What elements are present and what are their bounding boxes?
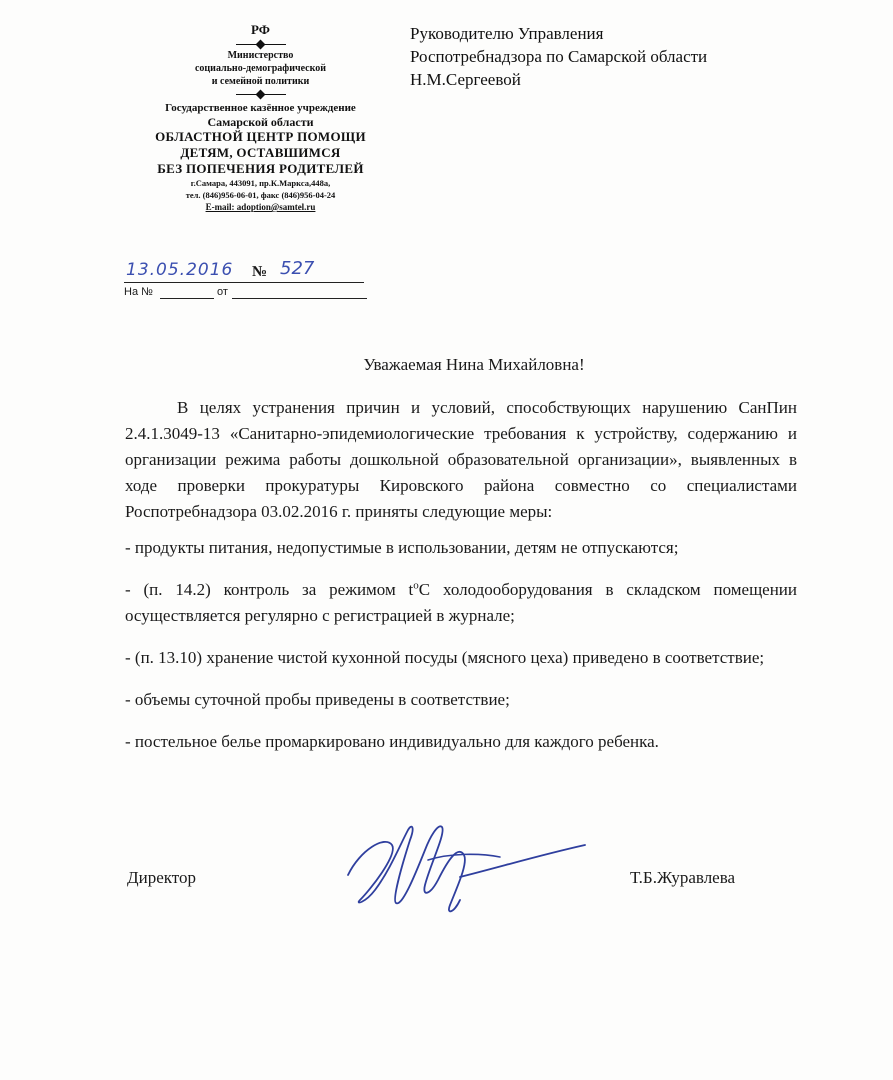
letterhead-center-line3: БЕЗ ПОПЕЧЕНИЯ РОДИТЕЛЕЙ — [157, 161, 364, 176]
addressee-line2: Роспотребнадзора по Самарской области — [410, 47, 708, 66]
degree-superscript: o — [413, 579, 419, 592]
registration-block — [124, 258, 374, 302]
reply-number-line — [160, 298, 214, 299]
letterhead-ministry-line1: Министерство — [227, 50, 294, 61]
addressee-line1: Руководителю Управления — [410, 24, 604, 43]
letterhead-ministry-line2: социально-демографической — [194, 63, 327, 74]
signatory-name: Т.Б.Журавлева — [630, 868, 736, 887]
letter-body — [125, 395, 797, 765]
letterhead — [118, 22, 403, 213]
measure-item-2-end: С холодооборудования в складском помещении осуществляется регулярно с регистрацией в журнале; — [125, 580, 797, 625]
registration-underline — [124, 282, 364, 283]
signatory-role: Директор — [127, 868, 196, 887]
letterhead-address: г.Самара, 443091, пр.К.Маркса,448а, — [190, 178, 331, 188]
letterhead-phones: тел. (846)956-06-01, факс (846)956-04-24 — [185, 190, 336, 200]
addressee-block — [410, 22, 707, 91]
measure-item-4: - объемы суточной пробы приведены в соответствие; — [125, 690, 510, 709]
addressee-line3: Н.М.Сергеевой — [410, 70, 521, 89]
letterhead-institution-line2: Самарской области — [207, 115, 314, 129]
measure-item-1: - продукты питания, недопустимые в использовании, детям не отпускаются; — [125, 538, 679, 557]
letterhead-ministry-line3: и семейной политики — [211, 76, 310, 87]
letterhead-divider — [236, 44, 286, 45]
reply-date-label: от — [217, 286, 228, 298]
letterhead-institution-line1: Государственное казённое учреждение — [165, 102, 356, 114]
registration-number-label: № — [252, 264, 268, 280]
salutation: Уважаемая Нина Михайловна! — [363, 355, 585, 374]
intro-paragraph: В целях устранения причин и условий, способствующих нарушению СанПин 2.4.1.3049-13 «Санитарно-эпидемиологические требования к устройству, содержанию и организации режима работы дошкольной образовательной организации», выявленных в ходе проверки прокуратуры Кировского района совместно со специалистами Роспотребнадзора 03.02.2016 г. приняты следующие меры: — [125, 398, 797, 521]
reply-date-line — [232, 298, 367, 299]
measure-item-5: - постельное белье промаркировано индивидуально для каждого ребенка. — [125, 732, 659, 751]
letterhead-center-line1: ОБЛАСТНОЙ ЦЕНТР ПОМОЩИ — [155, 129, 366, 144]
measure-item-3: - (п. 13.10) хранение чистой кухонной посуды (мясного цеха) приведено в соответствие; — [125, 648, 765, 667]
handwritten-signature — [330, 805, 590, 925]
letterhead-country: РФ — [251, 22, 270, 37]
measure-item-2 — [125, 577, 797, 629]
measure-item-2-start: - (п. 14.2) контроль за режимом t — [125, 580, 414, 599]
letterhead-email: E-mail: adoption@samtel.ru — [205, 202, 316, 212]
reply-number-label: На № — [124, 286, 153, 298]
registration-number: 527 — [280, 258, 315, 279]
registration-date: 13.05.2016 — [126, 260, 234, 280]
letterhead-divider — [236, 94, 286, 95]
letterhead-center-line2: ДЕТЯМ, ОСТАВШИМСЯ — [180, 145, 341, 160]
